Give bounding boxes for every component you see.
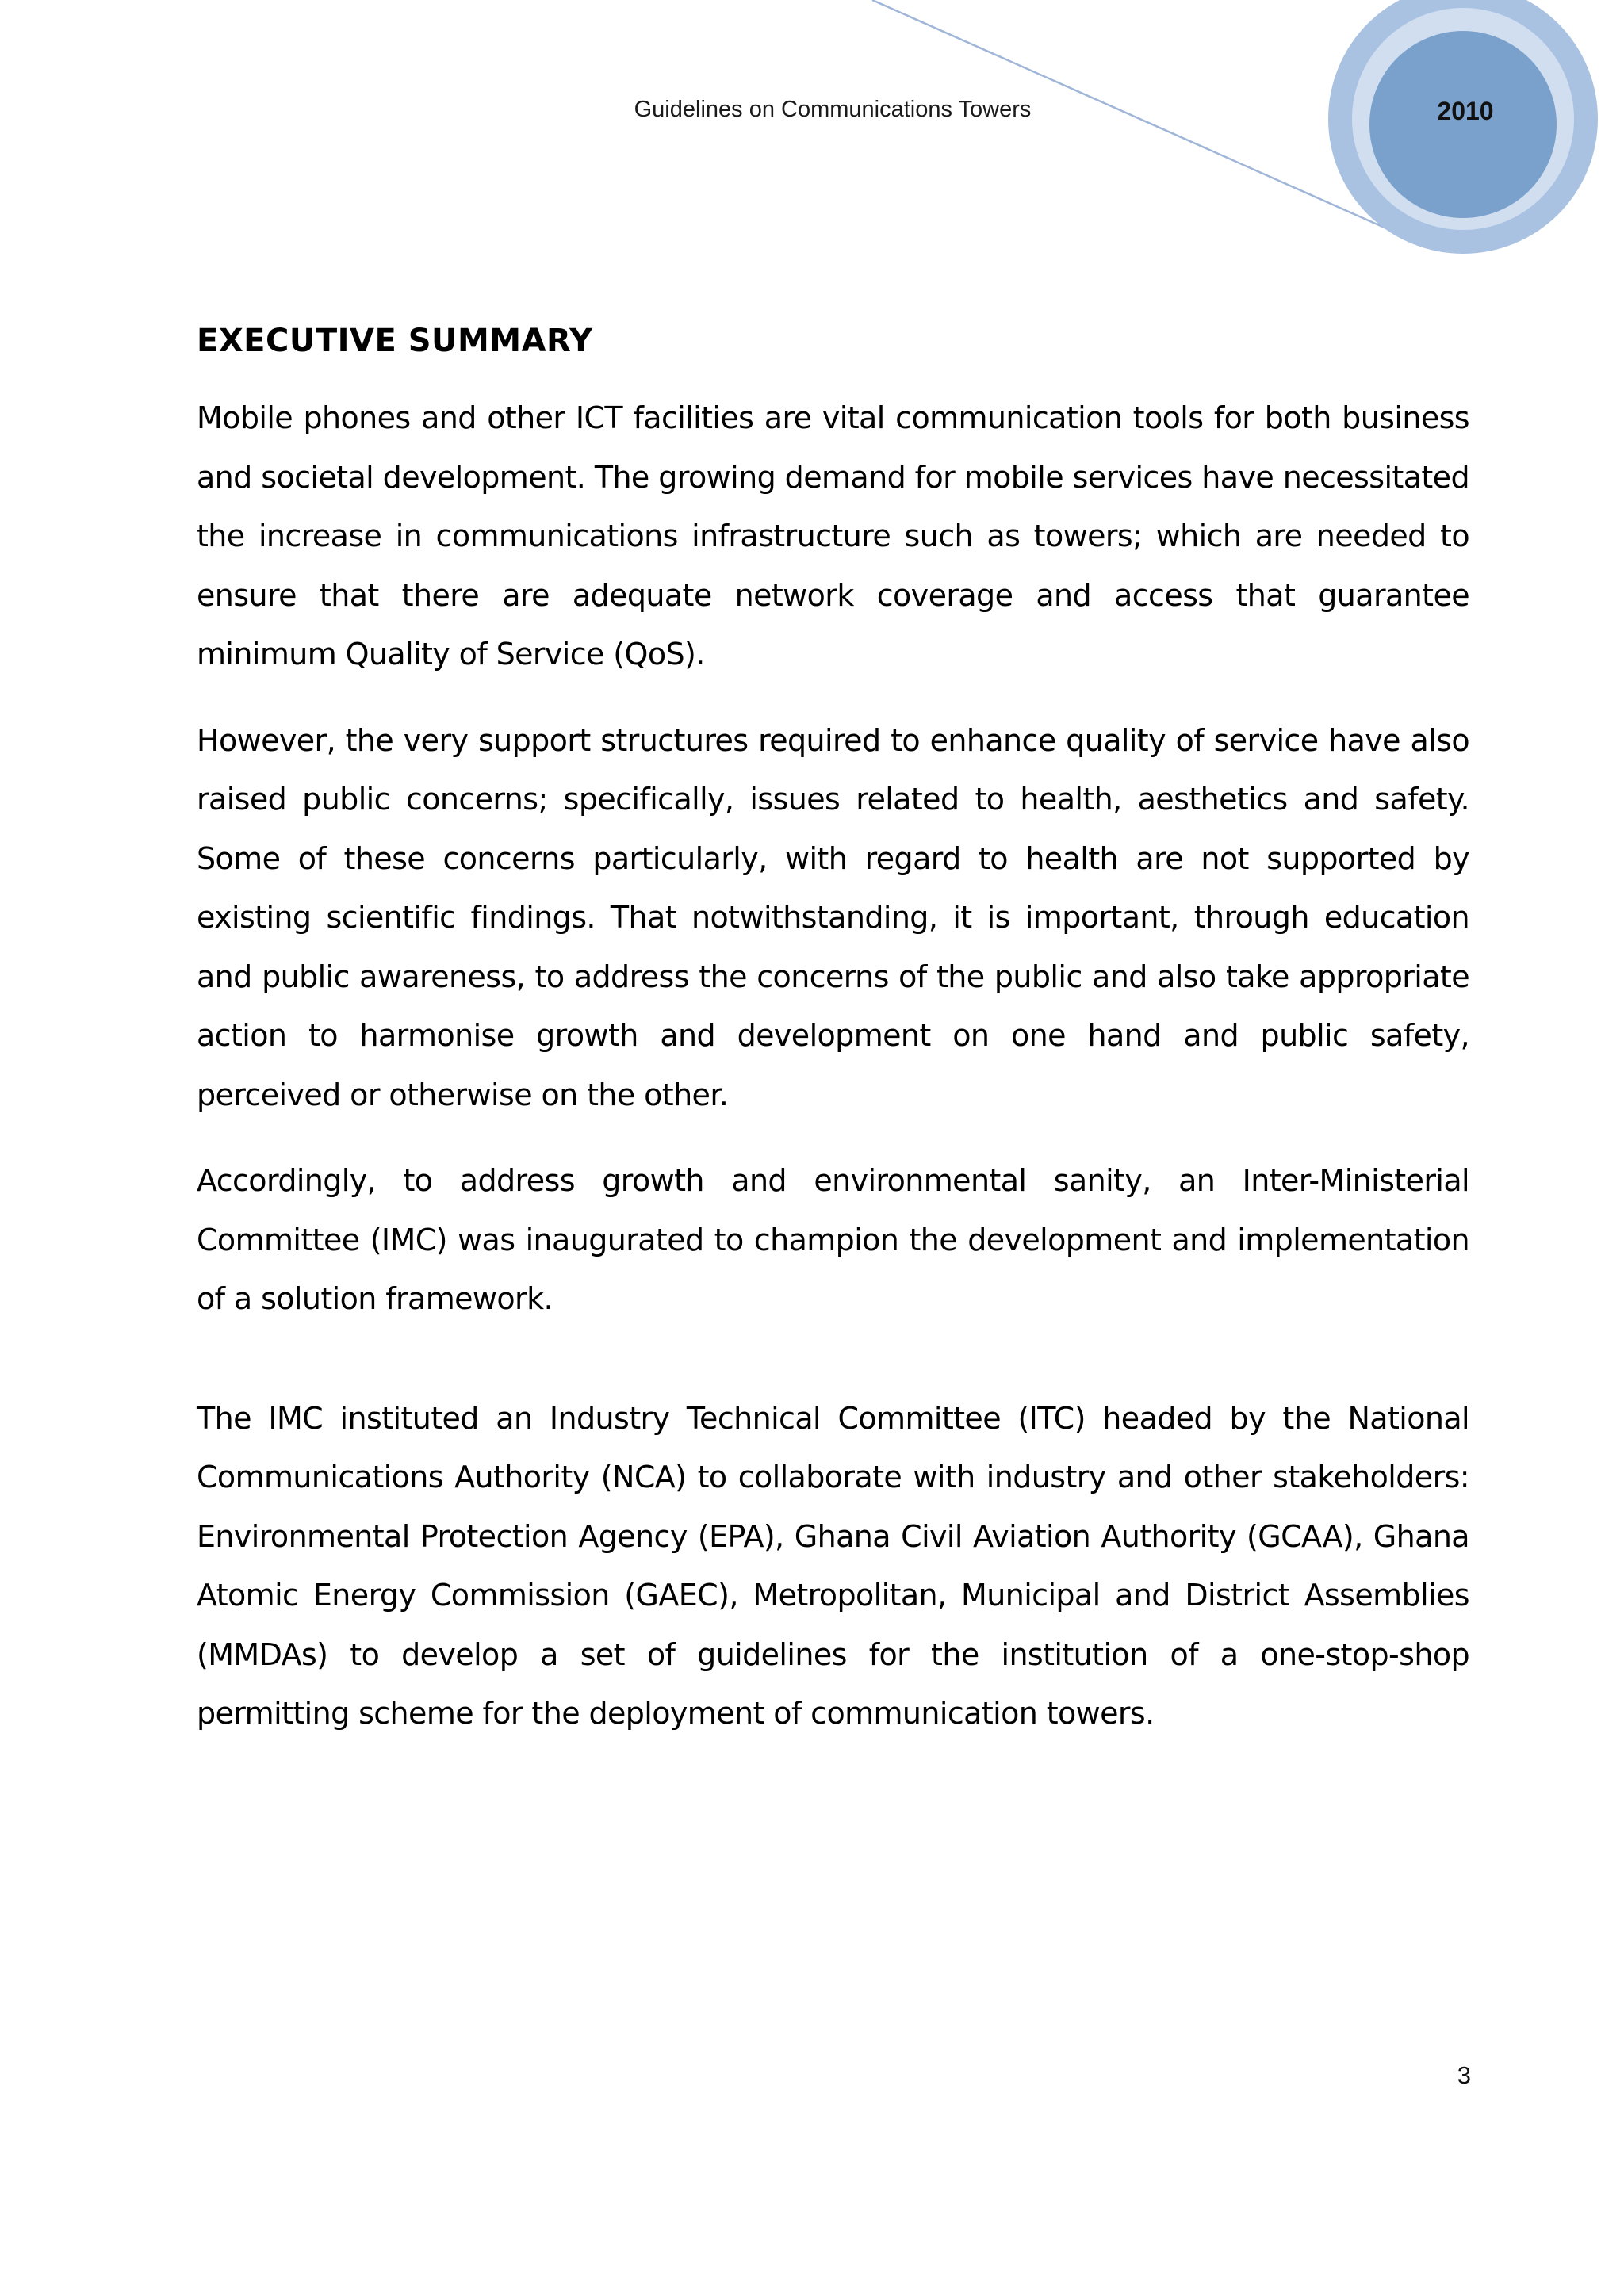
- paragraph-1: Mobile phones and other ICT facilities are vital communication tools for both business and societal development. The growing demand for mobile services have necessitated the increase in communications infrastructure such as towers; which are needed to ensure that there are adequate network coverage and access that guarantee minimum Quality of Service (QoS).: [197, 400, 1469, 672]
- header-title: Guidelines on Communications Towers: [634, 97, 1032, 122]
- header-year: 2010: [1437, 97, 1494, 125]
- header-decoration: [0, 0, 1624, 262]
- section-heading: EXECUTIVE SUMMARY: [197, 323, 593, 359]
- paragraph-3: Accordingly, to address growth and environmental sanity, an Inter-Ministerial Committee (IMC) was inaugurated to champion the development and implementation of a solution framework.: [197, 1163, 1469, 1316]
- paragraph-2: However, the very support structures required to enhance quality of service have also raised public concerns; specifically, issues related to health, aesthetics and safety. Some of these concerns particularly, with regard to health are not supported by existing scientific findings. That notwithstanding, it is important, through education and public awareness, to address the concerns of the public and also take appropriate action to harmonise growth and development on one hand and public safety, perceived or otherwise on the other.: [197, 722, 1469, 1112]
- paragraph-4: The IMC instituted an Industry Technical Committee (ITC) headed by the National Communications Authority (NCA) to collaborate with industry and other stakeholders: Environmental Protection Agency (EPA), Ghana Civil Aviation Authority (GCAA), Ghana Atomic Energy Commission (GAEC), Metropolitan, Municipal and District Assemblies (MMDAs) to develop a set of guidelines for the institution of a one-stop-shop permitting scheme for the deployment of communication towers.: [197, 1400, 1469, 1731]
- page-content: [197, 313, 1469, 1770]
- page-number: 3: [1457, 2061, 1471, 2089]
